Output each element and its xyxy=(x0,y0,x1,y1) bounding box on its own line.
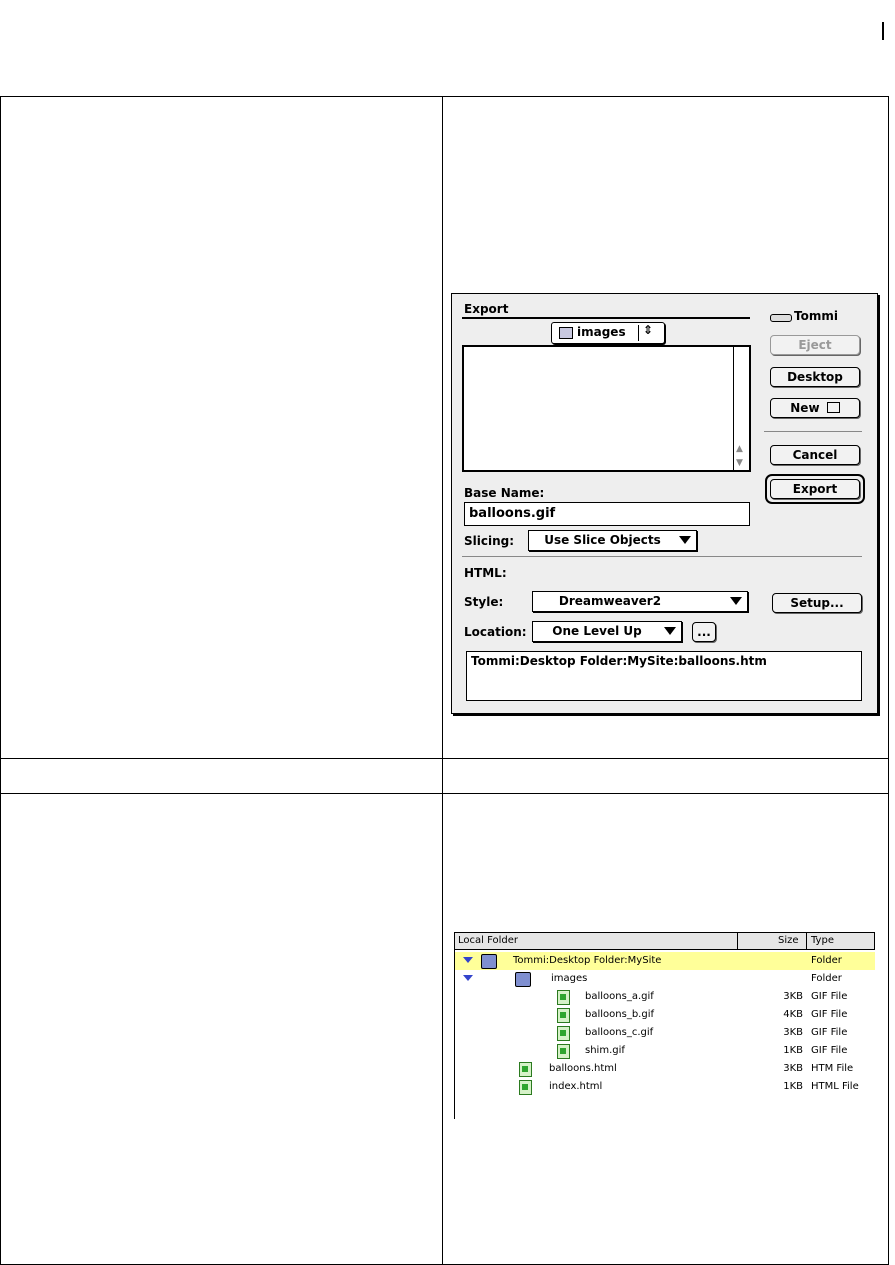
tree-row[interactable] xyxy=(455,970,875,988)
html-file-icon xyxy=(519,1062,532,1077)
new-button-label: New xyxy=(790,401,820,415)
export-button[interactable]: Export xyxy=(770,479,860,499)
location-select[interactable] xyxy=(532,621,682,642)
row-type: Folder xyxy=(811,973,842,984)
row-size: 4KB xyxy=(783,1009,803,1020)
row-type: HTM File xyxy=(811,1063,854,1074)
gif-file-icon xyxy=(557,990,570,1005)
html-file-icon xyxy=(519,1080,532,1095)
export-dialog xyxy=(451,293,878,714)
cancel-button[interactable]: Cancel xyxy=(770,445,860,465)
page-margin-mark xyxy=(882,22,884,40)
scroll-down-arrow-icon[interactable]: ▼ xyxy=(736,458,743,468)
gif-file-icon xyxy=(557,1008,570,1023)
desktop-button[interactable]: Desktop xyxy=(770,367,860,387)
row-type: GIF File xyxy=(811,991,848,1002)
title-rule xyxy=(462,317,750,319)
tree-row[interactable] xyxy=(455,1060,875,1078)
tree-row[interactable] xyxy=(455,1006,875,1024)
row-size: 3KB xyxy=(783,1027,803,1038)
row-type: GIF File xyxy=(811,1045,848,1056)
base-name-field[interactable] xyxy=(464,502,750,526)
browse-location-button[interactable]: ... xyxy=(692,622,716,642)
location-value: One Level Up xyxy=(552,624,642,638)
col-local-folder[interactable]: Local Folder xyxy=(458,935,518,946)
folder-popup-label: images xyxy=(577,325,626,339)
row-size: 1KB xyxy=(783,1081,803,1092)
gif-file-icon xyxy=(557,1044,570,1059)
disclosure-triangle-icon[interactable] xyxy=(463,975,473,981)
style-label: Style: xyxy=(464,595,504,609)
row-type: GIF File xyxy=(811,1009,848,1020)
row-name: shim.gif xyxy=(585,1045,625,1056)
row-name: balloons.html xyxy=(549,1063,617,1074)
new-folder-button[interactable] xyxy=(770,398,860,418)
row-name: balloons_c.gif xyxy=(585,1027,654,1038)
row-name: balloons_b.gif xyxy=(585,1009,654,1020)
slicing-select[interactable] xyxy=(528,530,697,551)
col-size[interactable]: Size xyxy=(778,935,799,946)
file-list[interactable] xyxy=(462,345,751,472)
row-name: balloons_a.gif xyxy=(585,991,654,1002)
dropdown-arrow-icon xyxy=(664,627,676,635)
style-select[interactable] xyxy=(532,591,748,612)
style-value: Dreamweaver2 xyxy=(558,594,662,608)
tree-row[interactable] xyxy=(455,952,875,970)
gif-file-icon xyxy=(557,1026,570,1041)
row-name: Tommi:Desktop Folder:MySite xyxy=(513,955,662,966)
slicing-value: Use Slice Objects xyxy=(544,533,661,547)
export-path-box xyxy=(466,651,862,701)
site-files-panel xyxy=(454,932,875,1119)
eject-button[interactable]: Eject xyxy=(770,335,860,355)
location-label: Location: xyxy=(464,625,527,639)
disk-icon xyxy=(770,314,792,322)
folder-popup[interactable] xyxy=(551,322,665,344)
disk-name: Tommi xyxy=(794,309,838,323)
scroll-up-arrow-icon[interactable]: ▲ xyxy=(736,444,743,454)
row-name: index.html xyxy=(549,1081,603,1092)
tree-row[interactable] xyxy=(455,1042,875,1060)
col-type[interactable]: Type xyxy=(811,935,834,946)
dropdown-arrow-icon xyxy=(730,597,742,605)
row-size: 3KB xyxy=(783,991,803,1002)
html-section-label: HTML: xyxy=(464,566,507,580)
folder-icon xyxy=(515,972,531,987)
export-path-text: Tommi:Desktop Folder:MySite:balloons.htm xyxy=(471,654,767,668)
slicing-label: Slicing: xyxy=(464,534,515,548)
base-name-label: Base Name: xyxy=(464,486,545,500)
tree-row[interactable] xyxy=(455,1024,875,1042)
row-size: 1KB xyxy=(783,1045,803,1056)
tree-row[interactable] xyxy=(455,988,875,1006)
site-folder-icon xyxy=(481,954,497,969)
file-list-scrollbar[interactable] xyxy=(733,347,749,470)
row-size: 3KB xyxy=(783,1063,803,1074)
disclosure-triangle-icon[interactable] xyxy=(463,957,473,963)
folder-icon xyxy=(559,327,573,339)
updown-arrows-icon: ⇕ xyxy=(643,323,654,337)
site-panel-header xyxy=(454,932,875,950)
row-type: GIF File xyxy=(811,1027,848,1038)
dropdown-arrow-icon xyxy=(679,536,691,544)
new-folder-icon xyxy=(827,402,840,413)
tree-row[interactable] xyxy=(455,1078,875,1096)
dialog-title: Export xyxy=(464,302,509,316)
base-name-value: balloons.gif xyxy=(469,506,556,521)
setup-button[interactable]: Setup... xyxy=(772,593,862,613)
row-name: images xyxy=(551,973,588,984)
row-type: HTML File xyxy=(811,1081,859,1092)
row-type: Folder xyxy=(811,955,842,966)
